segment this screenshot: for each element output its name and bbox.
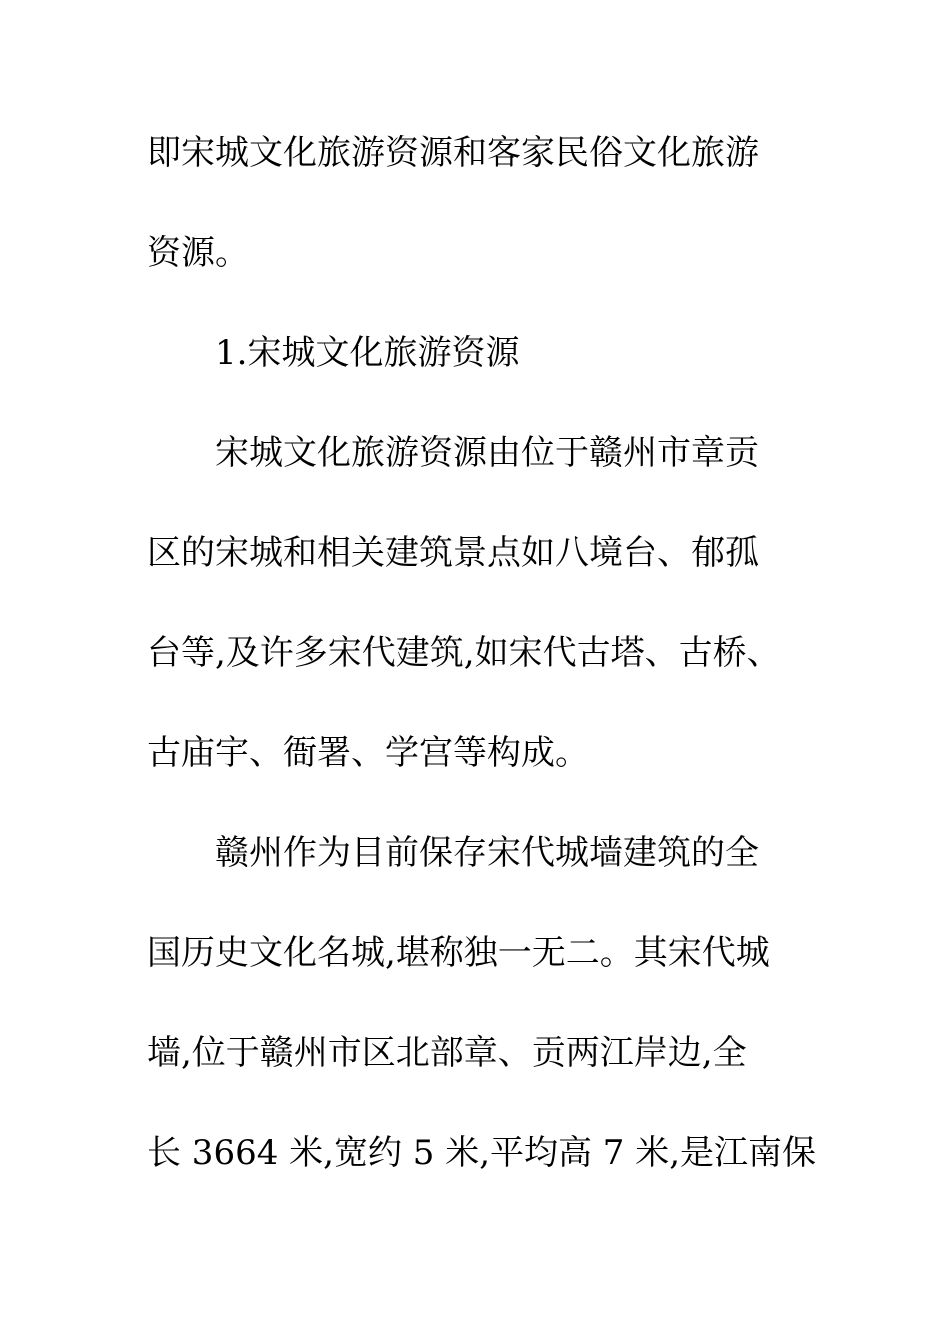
- section-heading: 1.宋城文化旅游资源: [215, 333, 520, 373]
- text-line: 区的宋城和相关建筑景点如八境台、郁孤: [147, 533, 759, 573]
- text-line: 长 3664 米,宽约 5 米,平均高 7 米,是江南保: [147, 1133, 817, 1173]
- text-line: 国历史文化名城,堪称独一无二。其宋代城: [147, 933, 770, 973]
- paragraph-start: 赣州作为目前保存宋代城墙建筑的全: [215, 833, 759, 873]
- text-line: 即宋城文化旅游资源和客家民俗文化旅游: [147, 133, 759, 173]
- text-line: 资源。: [147, 233, 249, 273]
- text-line: 台等,及许多宋代建筑,如宋代古塔、古桥、: [147, 633, 781, 673]
- paragraph-start: 宋城文化旅游资源由位于赣州市章贡: [215, 433, 759, 473]
- text-line: 古庙宇、衙署、学宫等构成。: [147, 733, 589, 773]
- text-line: 墙,位于赣州市区北部章、贡两江岸边,全: [147, 1033, 747, 1073]
